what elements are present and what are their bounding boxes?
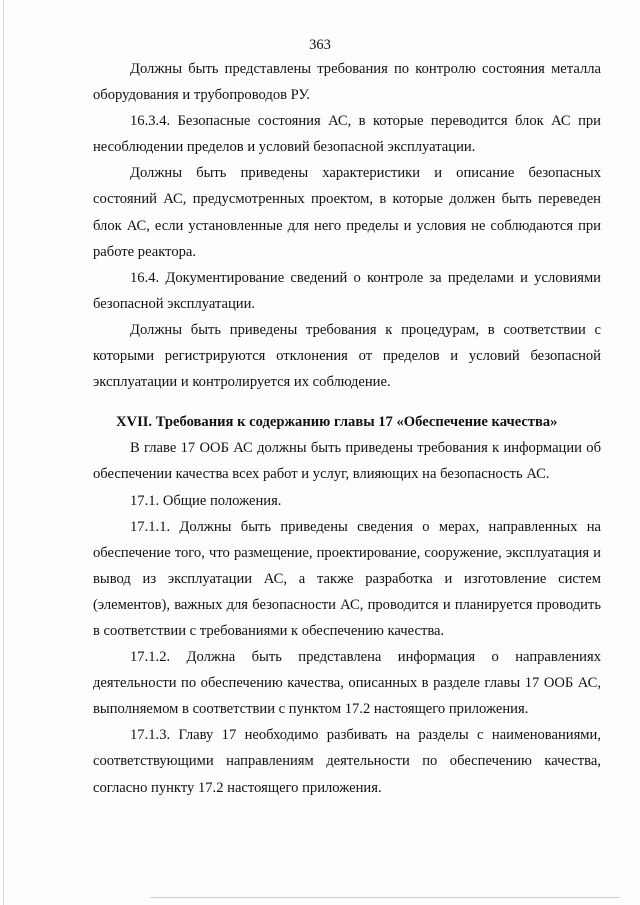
paragraph: 17.1.1. Должны быть приведены сведения о мерах, направленных на обеспечение того, что размещение, проектирование, сооружение, эксплуатация и вывод из эксплуатации АС, а также разработка и изготовление систем (элементов), важных для безопасности АС, проводится и планируется проводить в соответствии с требованиями к обеспечению качества. — [93, 518, 601, 639]
paragraph: Должны быть представлены требования по контролю состояния металла оборудования и трубопроводов РУ. — [93, 61, 601, 104]
paragraph: 16.3.4. Безопасные состояния АС, в которые переводится блок АС при несоблюдении пределов и условий безопасной эксплуатации. — [93, 113, 601, 156]
paragraph: 17.1.3. Главу 17 необходимо разбивать на разделы с наименованиями, соответствующими направлениям деятельности по обеспечению качества, согласно пункту 17.2 настоящего приложения. — [93, 727, 601, 796]
paragraph: 17.1. Общие положения. — [130, 492, 282, 509]
page-number: 363 — [309, 37, 331, 53]
document-body — [93, 56, 601, 801]
paragraph: Должны быть приведены требования к процедурам, в соответствии с которыми регистрируются отклонения от пределов и условий безопасной эксплуатации и контролируется их соблюдение. — [93, 321, 601, 391]
paragraph: 16.4. Документирование сведений о контроле за пределами и условиями безопасной эксплуатации. — [93, 269, 601, 312]
paragraph: В главе 17 ООБ АС должны быть приведены требования к информации об обеспечении качества всех работ и услуг, влияющих на безопасность АС. — [93, 440, 601, 483]
section-heading: XVII. Требования к содержанию главы 17 «Обеспечение качества» — [116, 414, 558, 431]
paragraph: Должны быть приведены характеристики и описание безопасных состояний АС, предусмотренных проектом, в которые должен быть переведен блок АС, если установленные для него пределы и условия не соблюдаются при работе реактора. — [93, 165, 601, 260]
scan-edge-bottom — [150, 897, 620, 898]
paragraph: 17.1.2. Должна быть представлена информация о направлениях деятельности по обеспечению качества, описанных в разделе главы 17 ООБ АС, выполняемом в соответствии с пунктом 17.2 настоящего приложения. — [93, 649, 601, 718]
scan-edge-left — [3, 0, 4, 905]
